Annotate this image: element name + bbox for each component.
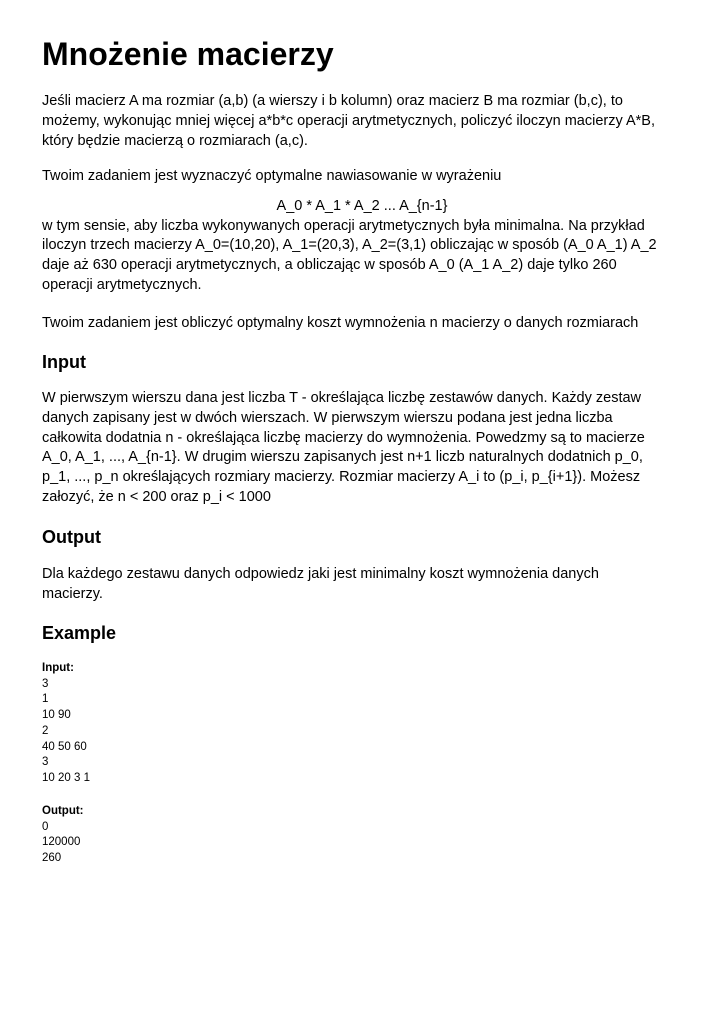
input-line: załozyć, że n < 200 oraz p_i < 1000: [42, 488, 271, 505]
example-output-line: 260: [42, 852, 62, 865]
output-line: macierzy.: [42, 585, 103, 602]
intro-line: Jeśli macierz A ma rozmiar (a,b) (a wierszy i b kolumn) oraz macierz B ma rozmiar (b,c), to: [42, 93, 623, 109]
output-description: [42, 565, 682, 605]
task-line: iloczyn trzech macierzy A_0=(10,20), A_1=(20,3), A_2=(3,1) obliczając w sposób (A_0 A_1) A_2: [42, 237, 657, 254]
intro-line: który będzie macierzą o rozmiarach (a,c).: [42, 132, 308, 149]
example-output-block: [42, 804, 84, 867]
example-input-line: 10 20 3 1: [42, 771, 90, 784]
example-input-line: 1: [42, 693, 49, 706]
output-line: Dla każdego zestawu danych odpowiedz jaki jest minimalny koszt wymnożenia danych: [42, 566, 599, 582]
task-lead: Twoim zadaniem jest wyznaczyć optymalne nawiasowanie w wyrażeniu: [42, 168, 502, 184]
task-goal: Twoim zadaniem jest obliczyć optymalny koszt wymnożenia n macierzy o danych rozmiarach: [42, 315, 639, 331]
example-input-line: 2: [42, 724, 49, 737]
product-formula: A_0 * A_1 * A_2 ... A_{n-1}: [276, 197, 448, 214]
task-goal-paragraph: [42, 314, 682, 334]
example-input-label: Input:: [42, 662, 74, 674]
example-input-block: [42, 661, 90, 787]
example-heading: Example: [42, 623, 117, 643]
task-line: operacji arytmetycznych.: [42, 276, 202, 293]
input-line: całkowita dodatnia n - określająca liczbę macierzy do wymnożenia. Powedzmy są to macierze: [42, 429, 645, 446]
example-output-line: 120000: [42, 836, 81, 849]
input-line: danych zapisany jest w dwóch wierszach. W pierwszym wierszu podana jest jedna liczba: [42, 409, 613, 426]
task-line: w tym sensie, aby liczba wykonywanych operacji arytmetycznych była minimalna. Na przykład: [42, 217, 645, 234]
page-title: Mnożenie macierzy: [42, 36, 334, 72]
input-line: p_1, ..., p_n określających rozmiary macierzy. Rozmiar macierzy A_i to (p_i, p_{i+1}). Możesz: [42, 469, 641, 486]
input-line: W pierwszym wierszu dana jest liczba T - określająca liczbę zestawów danych. Każdy zestaw: [42, 390, 642, 406]
task-line: daje aż 630 operacji arytmetycznych, a obliczając w sposób A_0 (A_1 A_2) daje tylko 260: [42, 257, 617, 274]
task-paragraph: [42, 167, 682, 296]
example-input-line: 3: [42, 756, 49, 769]
intro-line: możemy, wykonując mniej więcej a*b*c operacji arytmetycznych, policzyć iloczyn macierzy A*B,: [42, 112, 655, 129]
example-input-line: 3: [42, 677, 49, 690]
example-output-line: 0: [42, 820, 49, 833]
example-input-line: 40 50 60: [42, 740, 87, 753]
input-line: A_0, A_1, ..., A_{n-1}. W drugim wierszu zapisanych jest n+1 liczb naturalnych dodatnich p_0,: [42, 449, 643, 466]
output-heading: Output: [42, 527, 101, 547]
input-description: [42, 389, 682, 508]
example-input-line: 10 90: [42, 709, 71, 722]
intro-paragraph: [42, 92, 682, 151]
example-output-label: Output:: [42, 805, 84, 817]
input-heading: Input: [42, 352, 86, 372]
